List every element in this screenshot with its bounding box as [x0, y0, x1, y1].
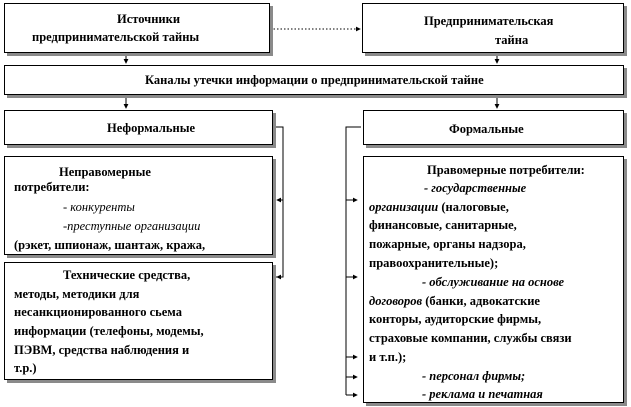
- technical-line6: т.р.): [14, 361, 37, 375]
- legal-line9: конторы, аудиторские фирмы,: [369, 312, 542, 326]
- sources-line2: предпринимательской тайны: [32, 30, 200, 44]
- illegal-consumers-box: [4, 156, 273, 255]
- legal-line3-italic: организации: [369, 200, 439, 214]
- secret-line2: тайна: [495, 33, 529, 47]
- legal-line8-italic: договоров: [369, 294, 423, 308]
- channels-box: [4, 65, 624, 95]
- secret-box: [362, 3, 624, 53]
- technical-line1: Технические средства,: [63, 268, 191, 282]
- technical-line3: несанкционированного сьема: [14, 305, 182, 319]
- sources-box: [4, 3, 270, 53]
- legal-line8-rest: (банки, адвокатские: [422, 294, 540, 308]
- legal-line5: пожарные, органы надзора,: [369, 237, 526, 251]
- informal-bracket: [273, 127, 283, 277]
- legal-item2: - обслуживание на основе: [422, 275, 565, 289]
- sources-line1: Источники: [117, 12, 181, 26]
- legal-line3: [369, 200, 509, 215]
- legal-consumers-box: [363, 156, 624, 403]
- illegal-line5: (рэкет, шпионаж, шантаж, кража,: [14, 238, 206, 252]
- legal-line3-rest: (налоговые,: [438, 200, 509, 214]
- legal-item3: - персонал фирмы;: [422, 369, 526, 383]
- formal-bracket: [346, 127, 361, 395]
- legal-line4: финансовые, санитарные,: [369, 218, 517, 232]
- informal-box: [4, 110, 273, 145]
- channels-title: Каналы утечки информации о предпринимательской тайне: [145, 73, 484, 87]
- technical-line2: методы, методики для: [14, 287, 140, 301]
- legal-line10: страховые компании, службы связи: [369, 331, 572, 345]
- legal-line11: и т.п.);: [369, 350, 407, 364]
- legal-line8: [369, 294, 540, 309]
- formal-title: Формальные: [449, 122, 524, 136]
- legal-item4: - реклама и печатная: [422, 387, 543, 401]
- technical-line5: ПЭВМ, средства наблюдения и: [14, 343, 190, 357]
- secret-line1: Предпринимательская: [424, 14, 554, 28]
- illegal-item1: - конкуренты: [63, 200, 135, 214]
- legal-line6: правоохранительные);: [369, 256, 499, 270]
- illegal-item2: -преступные организации: [63, 219, 201, 233]
- legal-line1: Правомерные потребители:: [427, 163, 585, 177]
- technical-means-box: [4, 262, 273, 380]
- informal-title: Неформальные: [107, 121, 196, 135]
- illegal-line2: потребители:: [14, 180, 90, 194]
- legal-item1: - государственные: [424, 181, 527, 195]
- technical-line4: информации (телефоны, модемы,: [14, 324, 204, 338]
- illegal-line1: Неправомерные: [59, 165, 151, 179]
- formal-box: [363, 110, 624, 145]
